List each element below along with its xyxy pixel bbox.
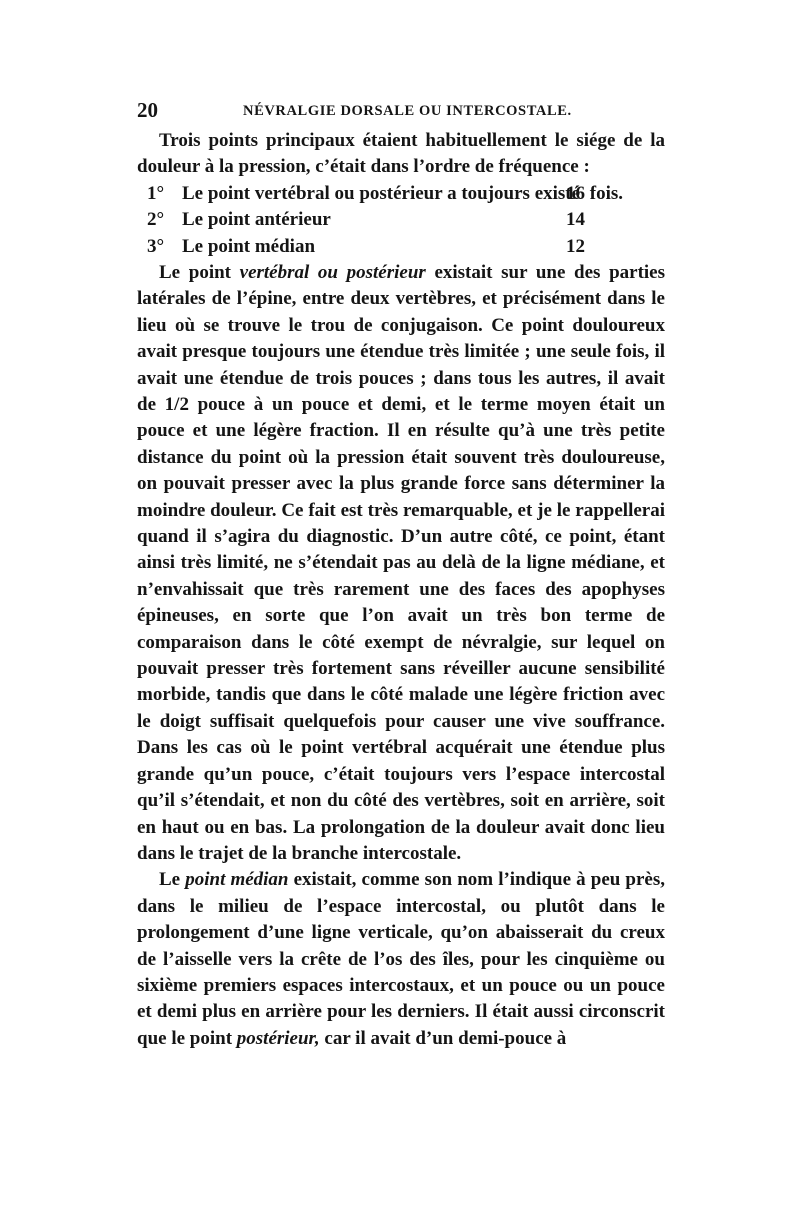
posterior-point-term: postérieur, xyxy=(236,1027,320,1049)
median-point-description: existait, comme son nom l’indique à peu près, dans le milieu de l’espace intercostal, ou plutôt dans le prolongement d’une ligne verticale, qu’on abaisserait du creux de l’aisselle vers la crête de l’os des îles, pour les cinquième ou sixième premiers espaces intercostaux, et un pouce ou un pouce et demi plus en arrière pour les derniers. Il était aussi circonscrit que le point xyxy=(137,869,666,1049)
paragraph-intro: Le xyxy=(159,869,181,891)
list-item-label: Le point médian xyxy=(182,235,316,257)
list-item-label: Le point vertébral ou postérieur a toujours existé xyxy=(182,182,581,204)
paragraph-intro: Le point xyxy=(159,261,231,283)
list-item-number: 2° xyxy=(147,209,165,231)
vertebral-point-description: existait sur une des parties latérales de l’épine, entre deux vertèbres, et précisément dans le lieu où se trouve le trou de conjugaison. Ce point douloureux avait presque toujours une étendue très limitée ; une seule fois, il avait une étendue de trois pouces ; dans tous les autres, il avait de 1/2 pouce à un pouce et demi, et le terme moyen était un pouce et une légère fraction. Il en résulte qu’à une très petite distance du point où la pression était souvent très douloureuse, on pouvait presser avec la plus grande force sans déterminer la moindre douleur. Ce fait est très remarquable, et je le rappellerai quand il s’agira du diagnostic. D’un autre côté, ce point, étant ainsi très limité, ne s’étendait pas au delà de la ligne médiane, et n’envahissait que très rarement une des faces des apophyses épineuses, en sorte que l’on avait un très bon terme de comparaison dans le côté exempt de névralgie, sur lequel on pouvait presser très fortement sans réveiller aucune sensibilité morbide, tandis que dans le côté malade une légère friction avec le doigt suffisait quelquefois pour causer une vive souffrance. Dans les cas où le point vertébral acquérait une étendue plus grande qu’un pouce, c’était toujours vers l’espace intercostal qu’il s’étendait, et non du côté des vertèbres, soit en arrière, soit en haut ou en bas. La prolongation de la douleur avait donc lieu dans le trajet de la branche intercostale. xyxy=(137,261,665,864)
list-item-count: 16 fois. xyxy=(566,182,623,204)
running-head xyxy=(137,96,665,124)
median-point-paragraph xyxy=(137,867,665,1052)
frequency-list-item-vertebral xyxy=(137,181,665,207)
page-body xyxy=(137,128,665,1052)
median-point-term: point médian xyxy=(185,869,289,891)
frequency-list-item-median xyxy=(137,234,665,260)
list-item-count: 14 xyxy=(566,209,585,231)
intro-paragraph: Trois points principaux étaient habituellement le siége de la douleur à la pression, c’était dans l’ordre de fréquence : xyxy=(137,130,665,178)
vertebral-point-paragraph xyxy=(137,260,665,867)
page-number: 20 xyxy=(137,98,158,122)
running-title: NÉVRALGIE DORSALE OU INTERCOSTALE. xyxy=(243,103,572,119)
list-item-label: Le point antérieur xyxy=(182,209,331,231)
frequency-list-item-anterior xyxy=(137,207,665,233)
list-item-number: 1° xyxy=(147,182,165,204)
vertebral-point-term: vertébral ou postérieur xyxy=(239,261,426,283)
list-item-number: 3° xyxy=(147,235,165,257)
frequency-list xyxy=(137,181,665,260)
list-item-count: 12 xyxy=(566,235,585,257)
median-point-continuation: car il avait d’un demi-pouce à xyxy=(324,1027,567,1049)
